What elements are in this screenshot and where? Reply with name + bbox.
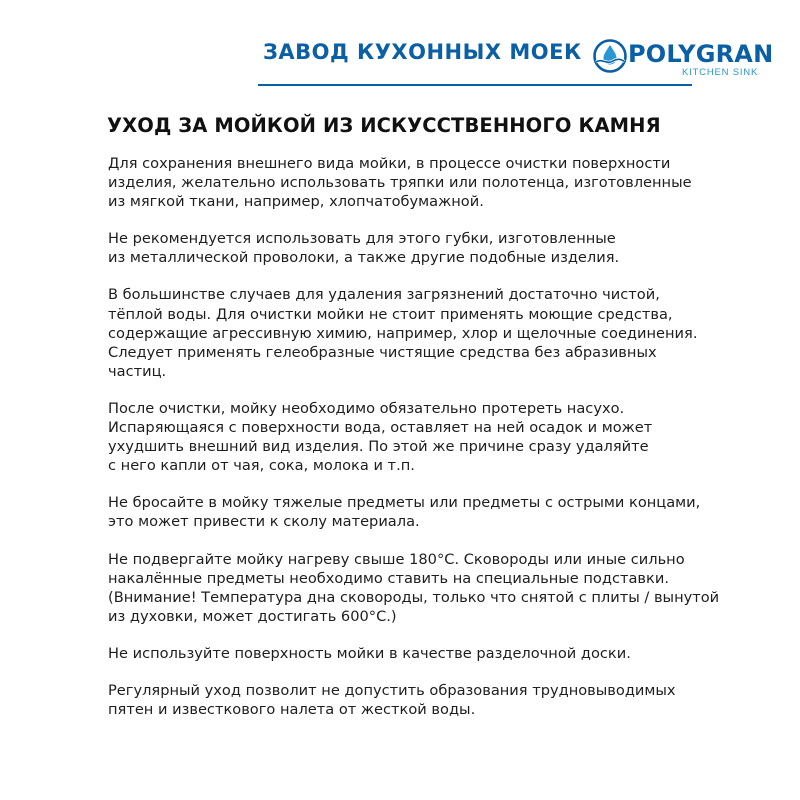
text-line: из духовки, может достигать 600°С.) (108, 607, 397, 625)
text-line: Не подвергайте мойку нагреву свыше 180°С. Сковороды или иные сильно (108, 550, 685, 568)
polygran-logo (592, 38, 774, 82)
text-line: Не рекомендуется использовать для этого губки, изготовленные (108, 230, 616, 248)
page-header (0, 0, 800, 90)
text-line: изделия, желательно использовать тряпки или полотенца, изготовленные (108, 174, 692, 192)
paragraph-heat-warning (108, 550, 748, 626)
paragraph-wipe-dry (108, 399, 748, 475)
paragraph-regular-care (108, 681, 748, 719)
logo-subtitle: KITCHEN SINK (682, 67, 759, 78)
text-line: В большинстве случаев для удаления загрязнений достаточно чистой, (108, 286, 660, 304)
text-line: Следует применять гелеобразные чистящие средства без абразивных (108, 343, 657, 361)
text-line: Для сохранения внешнего вида мойки, в процессе очистки поверхности (108, 155, 671, 172)
care-instructions (108, 154, 748, 737)
text-line: ухудшить внешний вид изделия. По этой же причине сразу удаляйте (108, 438, 649, 456)
text-line: это может привести к сколу материала. (108, 513, 420, 531)
header-divider (258, 84, 692, 86)
factory-title: ЗАВОД КУХОННЫХ МОЕК (263, 40, 582, 64)
paragraph-warm-water (108, 285, 748, 380)
text-line: Не используйте поверхность мойки в качестве разделочной доски. (108, 644, 631, 662)
text-line: из металлической проволоки, а также другие подобные изделия. (108, 249, 620, 267)
paragraph-soft-cloth (108, 154, 748, 211)
text-line: (Внимание! Температура дна сковороды, только что снятой с плиты / вынутой (108, 588, 720, 606)
text-line: частиц. (108, 362, 167, 380)
sink-drop-icon (592, 38, 628, 74)
text-line: пятен и известкового налета от жесткой воды. (108, 701, 476, 719)
text-line: Испаряющаяся с поверхности вода, оставляет на ней осадок и может (108, 419, 653, 437)
text-line: с него капли от чая, сока, молока и т.п. (108, 457, 415, 475)
text-line: тёплой воды. Для очистки мойки не стоит применять моющие средства, (108, 305, 673, 323)
text-line: Регулярный уход позволит не допустить образования трудновыводимых (108, 681, 676, 699)
text-line: Не бросайте в мойку тяжелые предметы или предметы с острыми концами, (108, 494, 701, 512)
paragraph-no-wire-sponges (108, 229, 748, 267)
text-line: из мягкой ткани, например, хлопчатобумажной. (108, 193, 484, 211)
page-title: УХОД ЗА МОЙКОЙ ИЗ ИСКУССТВЕННОГО КАМНЯ (107, 114, 661, 137)
text-line: После очистки, мойку необходимо обязательно протереть насухо. (108, 399, 625, 417)
logo-name: POLYGRAN (628, 40, 774, 68)
paragraph-heavy-objects (108, 493, 748, 531)
text-line: накалённые предметы необходимо ставить на специальные подставки. (108, 569, 669, 587)
paragraph-no-cutting-board (108, 644, 748, 663)
text-line: содержащие агрессивную химию, например, хлор и щелочные соединения. (108, 324, 698, 342)
